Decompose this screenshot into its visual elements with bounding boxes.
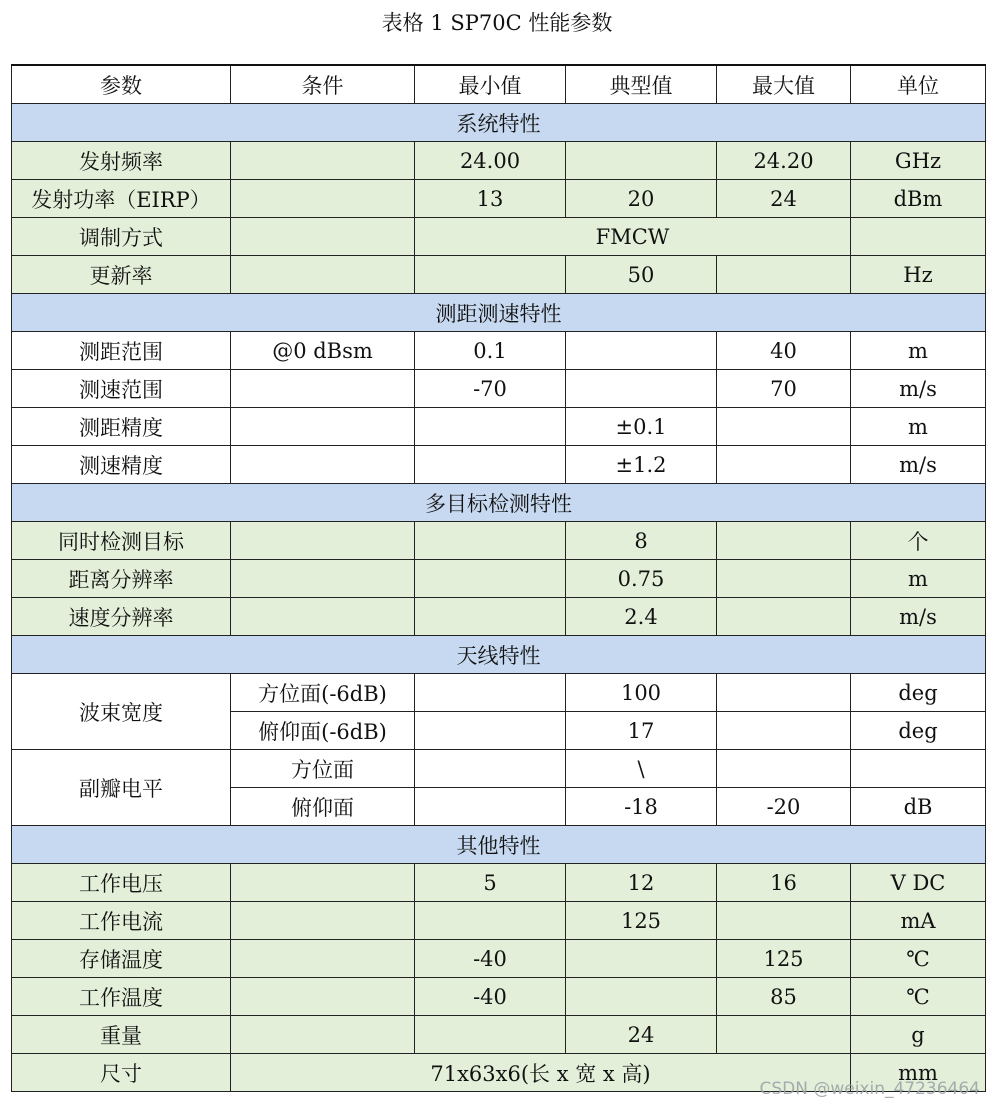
table-row <box>12 142 986 180</box>
condition-cell <box>231 446 415 484</box>
table-row <box>12 408 986 446</box>
max-cell <box>717 902 851 940</box>
param-cell: 测速精度 <box>12 446 231 484</box>
min-cell: -70 <box>415 370 566 408</box>
min-cell <box>415 522 566 560</box>
table-row <box>12 256 986 294</box>
unit-cell: g <box>851 1016 986 1054</box>
param-cell: 速度分辨率 <box>12 598 231 636</box>
min-cell: 5 <box>415 864 566 902</box>
unit-cell: mA <box>851 902 986 940</box>
unit-cell: GHz <box>851 142 986 180</box>
table-row <box>12 522 986 560</box>
section-row <box>12 294 986 332</box>
condition-cell <box>231 978 415 1016</box>
table-row <box>12 446 986 484</box>
condition-cell <box>231 864 415 902</box>
typ-cell: 50 <box>566 256 717 294</box>
condition-cell: 俯仰面(-6dB) <box>231 712 415 750</box>
unit-cell <box>851 218 986 256</box>
min-cell: -40 <box>415 940 566 978</box>
param-cell: 波束宽度 <box>12 674 231 750</box>
table-caption: 表格 1 SP70C 性能参数 <box>381 11 613 35</box>
typ-cell <box>566 940 717 978</box>
condition-cell: @0 dBsm <box>231 332 415 370</box>
param-cell: 更新率 <box>12 256 231 294</box>
condition-cell: 方位面(-6dB) <box>231 674 415 712</box>
unit-cell: m/s <box>851 370 986 408</box>
condition-cell <box>231 408 415 446</box>
table-row <box>12 1016 986 1054</box>
min-cell <box>415 712 566 750</box>
watermark: CSDN @weixin_47236464 <box>759 1079 980 1099</box>
typ-cell: ±1.2 <box>566 446 717 484</box>
max-cell: 24.20 <box>717 142 851 180</box>
header-unit: 单位 <box>851 65 986 104</box>
max-cell <box>717 1016 851 1054</box>
param-cell: 工作电压 <box>12 864 231 902</box>
section-title: 其他特性 <box>12 826 986 864</box>
unit-cell: m <box>851 332 986 370</box>
typ-cell: 12 <box>566 864 717 902</box>
max-cell <box>717 522 851 560</box>
unit-cell: m <box>851 560 986 598</box>
table-row <box>12 560 986 598</box>
max-cell: 16 <box>717 864 851 902</box>
value-cell: 71x63x6(长 x 宽 x 高) <box>231 1054 851 1092</box>
typ-cell: 125 <box>566 902 717 940</box>
condition-cell <box>231 180 415 218</box>
condition-cell <box>231 598 415 636</box>
max-cell: 125 <box>717 940 851 978</box>
param-cell: 工作温度 <box>12 978 231 1016</box>
max-cell: 40 <box>717 332 851 370</box>
min-cell <box>415 788 566 826</box>
min-cell <box>415 408 566 446</box>
header-row <box>12 65 986 104</box>
max-cell <box>717 674 851 712</box>
condition-cell <box>231 218 415 256</box>
max-cell <box>717 598 851 636</box>
table-row <box>12 598 986 636</box>
max-cell: 85 <box>717 978 851 1016</box>
typ-cell: 2.4 <box>566 598 717 636</box>
param-cell: 重量 <box>12 1016 231 1054</box>
min-cell <box>415 446 566 484</box>
typ-cell <box>566 370 717 408</box>
section-title: 多目标检测特性 <box>12 484 986 522</box>
header-max: 最大值 <box>717 65 851 104</box>
condition-cell: 方位面 <box>231 750 415 788</box>
typ-cell: 17 <box>566 712 717 750</box>
param-cell: 测距精度 <box>12 408 231 446</box>
value-cell: FMCW <box>415 218 851 256</box>
max-cell <box>717 408 851 446</box>
min-cell <box>415 1016 566 1054</box>
spec-table <box>11 64 986 1092</box>
unit-cell: Hz <box>851 256 986 294</box>
unit-cell: dBm <box>851 180 986 218</box>
max-cell <box>717 560 851 598</box>
min-cell <box>415 902 566 940</box>
typ-cell: -18 <box>566 788 717 826</box>
section-title: 系统特性 <box>12 104 986 142</box>
unit-cell: m <box>851 408 986 446</box>
table-row <box>12 218 986 256</box>
param-cell: 测速范围 <box>12 370 231 408</box>
condition-cell: 俯仰面 <box>231 788 415 826</box>
table-row <box>12 940 986 978</box>
param-cell: 发射功率（EIRP） <box>12 180 231 218</box>
typ-cell: 8 <box>566 522 717 560</box>
header-condition: 条件 <box>231 65 415 104</box>
min-cell <box>415 750 566 788</box>
max-cell <box>717 750 851 788</box>
table-row <box>12 902 986 940</box>
condition-cell <box>231 560 415 598</box>
typ-cell: \ <box>566 750 717 788</box>
table-row <box>12 332 986 370</box>
condition-cell <box>231 142 415 180</box>
typ-cell: 0.75 <box>566 560 717 598</box>
typ-cell <box>566 332 717 370</box>
min-cell: 13 <box>415 180 566 218</box>
max-cell <box>717 712 851 750</box>
section-title: 天线特性 <box>12 636 986 674</box>
unit-cell: deg <box>851 674 986 712</box>
section-row <box>12 484 986 522</box>
condition-cell <box>231 940 415 978</box>
section-row <box>12 826 986 864</box>
typ-cell: 24 <box>566 1016 717 1054</box>
param-cell: 工作电流 <box>12 902 231 940</box>
min-cell <box>415 598 566 636</box>
header-typ: 典型值 <box>566 65 717 104</box>
header-min: 最小值 <box>415 65 566 104</box>
param-cell: 存储温度 <box>12 940 231 978</box>
typ-cell: ±0.1 <box>566 408 717 446</box>
table-row <box>12 180 986 218</box>
unit-cell: ℃ <box>851 978 986 1016</box>
unit-cell: 个 <box>851 522 986 560</box>
unit-cell: ℃ <box>851 940 986 978</box>
condition-cell <box>231 1016 415 1054</box>
max-cell <box>717 256 851 294</box>
param-cell: 副瓣电平 <box>12 750 231 826</box>
param-cell: 发射频率 <box>12 142 231 180</box>
unit-cell: V DC <box>851 864 986 902</box>
section-row <box>12 104 986 142</box>
table-row <box>12 370 986 408</box>
max-cell: 24 <box>717 180 851 218</box>
min-cell <box>415 674 566 712</box>
typ-cell: 20 <box>566 180 717 218</box>
table-row <box>12 978 986 1016</box>
param-cell: 调制方式 <box>12 218 231 256</box>
condition-cell <box>231 256 415 294</box>
max-cell: -20 <box>717 788 851 826</box>
section-row <box>12 636 986 674</box>
typ-cell <box>566 142 717 180</box>
condition-cell <box>231 902 415 940</box>
unit-cell <box>851 750 986 788</box>
typ-cell <box>566 978 717 1016</box>
typ-cell: 100 <box>566 674 717 712</box>
min-cell <box>415 560 566 598</box>
condition-cell <box>231 370 415 408</box>
unit-cell: mm <box>851 1054 986 1092</box>
unit-cell: m/s <box>851 446 986 484</box>
section-title: 测距测速特性 <box>12 294 986 332</box>
min-cell: 0.1 <box>415 332 566 370</box>
unit-cell: m/s <box>851 598 986 636</box>
condition-cell <box>231 522 415 560</box>
min-cell: 24.00 <box>415 142 566 180</box>
table-row <box>12 750 986 788</box>
table-row <box>12 674 986 712</box>
param-cell: 尺寸 <box>12 1054 231 1092</box>
param-cell: 同时检测目标 <box>12 522 231 560</box>
max-cell <box>717 446 851 484</box>
min-cell <box>415 256 566 294</box>
unit-cell: deg <box>851 712 986 750</box>
max-cell: 70 <box>717 370 851 408</box>
param-cell: 距离分辨率 <box>12 560 231 598</box>
param-cell: 测距范围 <box>12 332 231 370</box>
min-cell: -40 <box>415 978 566 1016</box>
table-row <box>12 864 986 902</box>
unit-cell: dB <box>851 788 986 826</box>
header-param: 参数 <box>12 65 231 104</box>
